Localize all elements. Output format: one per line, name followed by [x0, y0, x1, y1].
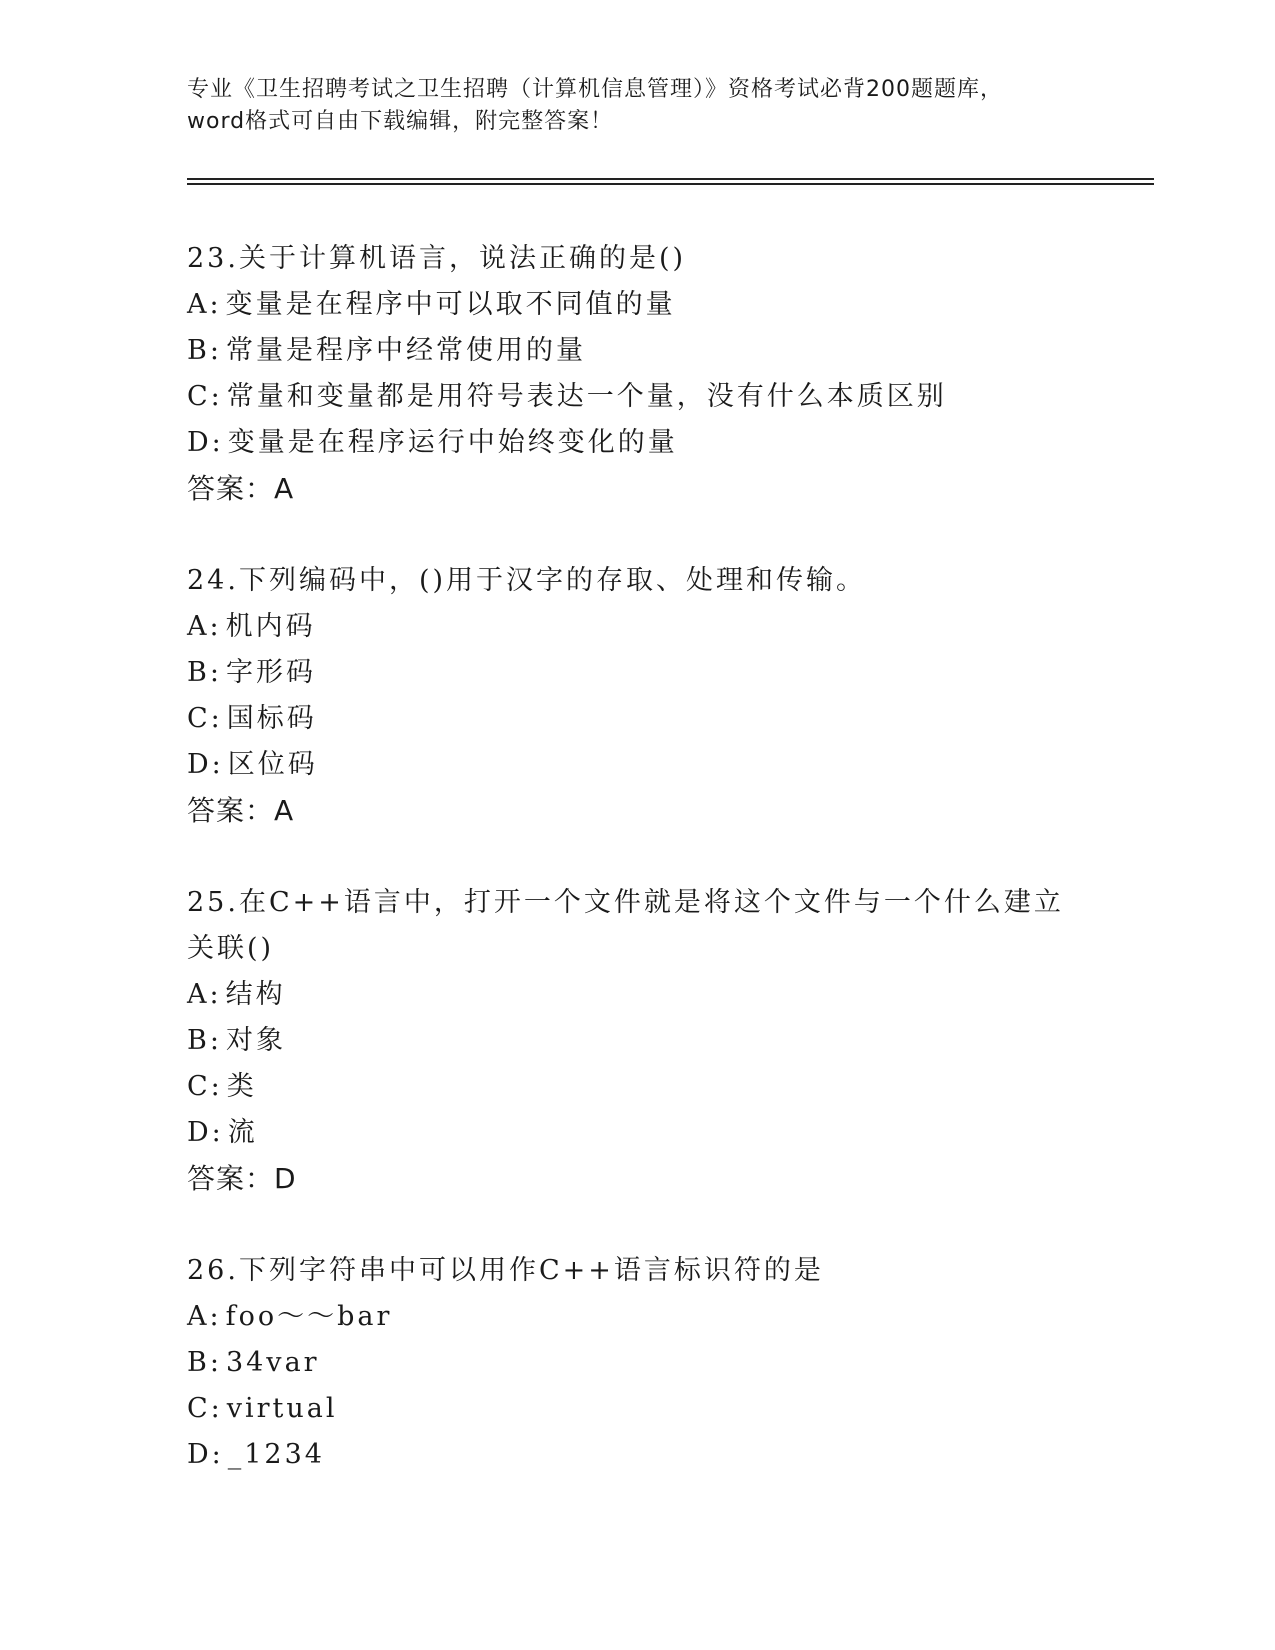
option-text: foo～～bar [225, 1301, 393, 1332]
option-c [187, 1064, 1087, 1110]
header-divider-top [187, 178, 1154, 180]
answer-line: 答案：A [187, 794, 295, 827]
option-text: 国标码 [226, 703, 317, 734]
option-a [187, 604, 1087, 650]
option-c [187, 1386, 1087, 1432]
question-text: 26.下列字符串中可以用作C++语言标识符的是 [187, 1255, 824, 1286]
option-text: 常量和变量都是用符号表达一个量，没有什么本质区别 [226, 381, 947, 412]
option-d [187, 742, 1087, 788]
option-text: 结构 [225, 979, 286, 1010]
question-list [187, 236, 1087, 1524]
question-item [187, 558, 1087, 834]
option-a [187, 1294, 1087, 1340]
question-item [187, 1248, 1087, 1478]
option-letter: B: [187, 335, 222, 366]
option-letter: D: [187, 1117, 224, 1148]
header-line-1: 专业《卫生招聘考试之卫生招聘（计算机信息管理）》资格考试必背200题题库， [187, 77, 1003, 102]
question-item [187, 236, 1087, 512]
question-item [187, 880, 1087, 1202]
header-line-2: word格式可自由下载编辑，附完整答案！ [187, 109, 614, 134]
option-letter: D: [187, 749, 224, 780]
option-text: 34var [225, 1347, 320, 1378]
option-d [187, 420, 1087, 466]
option-c [187, 374, 1087, 420]
option-text: virtual [226, 1393, 338, 1424]
option-d [187, 1432, 1087, 1478]
option-text: 类 [226, 1071, 257, 1102]
option-text: 区位码 [227, 749, 318, 780]
option-letter: C: [187, 1393, 223, 1424]
answer-line: 答案：A [187, 472, 295, 505]
option-text: 机内码 [225, 611, 316, 642]
option-b [187, 328, 1087, 374]
header-divider-bottom [187, 183, 1154, 185]
option-c [187, 696, 1087, 742]
option-letter: B: [187, 657, 222, 688]
option-letter: A: [187, 979, 222, 1010]
option-letter: D: [187, 427, 224, 458]
option-b [187, 1018, 1087, 1064]
option-text: 常量是程序中经常使用的量 [225, 335, 586, 366]
option-text: _1234 [227, 1439, 325, 1470]
option-letter: B: [187, 1347, 222, 1378]
option-b [187, 650, 1087, 696]
question-text: 24.下列编码中，()用于汉字的存取、处理和传输。 [187, 565, 867, 596]
question-text: 23.关于计算机语言，说法正确的是() [187, 243, 687, 274]
option-a [187, 282, 1087, 328]
option-letter: B: [187, 1025, 222, 1056]
option-b [187, 1340, 1087, 1386]
option-letter: C: [187, 703, 223, 734]
option-d [187, 1110, 1087, 1156]
option-letter: A: [187, 611, 222, 642]
option-letter: C: [187, 381, 223, 412]
option-text: 变量是在程序中可以取不同值的量 [225, 289, 676, 320]
option-letter: D: [187, 1439, 224, 1470]
option-letter: A: [187, 289, 222, 320]
option-text: 字形码 [225, 657, 316, 688]
answer-line: 答案：D [187, 1162, 297, 1195]
option-text: 对象 [225, 1025, 286, 1056]
question-text: 25.在C++语言中，打开一个文件就是将这个文件与一个什么建立关联() [187, 887, 1064, 964]
document-header [187, 74, 1087, 138]
option-letter: C: [187, 1071, 223, 1102]
option-text: 流 [227, 1117, 258, 1148]
option-text: 变量是在程序运行中始终变化的量 [227, 427, 678, 458]
option-a [187, 972, 1087, 1018]
option-letter: A: [187, 1301, 222, 1332]
